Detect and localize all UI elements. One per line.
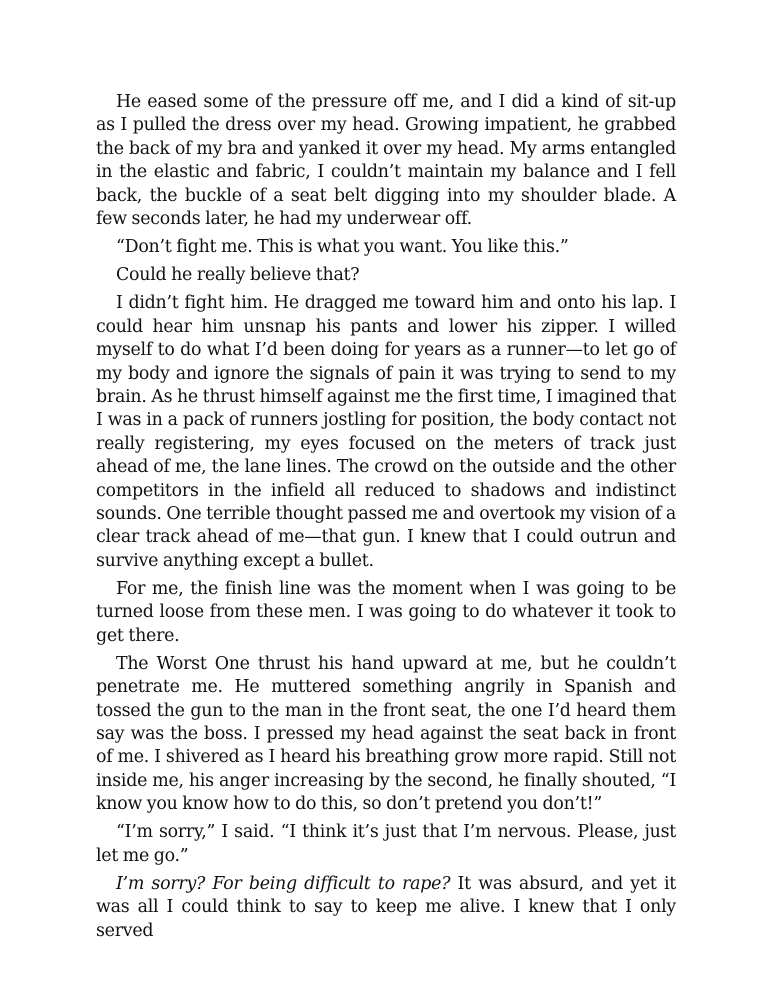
paragraph: “Don’t fight me. This is what you want. You like this.”	[116, 237, 569, 258]
page-body	[96, 91, 676, 948]
paragraph: For me, the finish line was the moment when I was going to be turned loose from these men. I was going to do whatever it took to get there.	[96, 578, 676, 646]
paragraph: He eased some of the pressure off me, and I did a kind of sit-up as I pulled the dress over my head. Growing impatient, he grabbed the back of my bra and yanked it over my head. My arms entangled in the elastic and fabric, I couldn’t maintain my balance and I fell back, the buckle of a seat belt digging into my shoulder blade. A few seconds later, he had my underwear off.	[96, 92, 676, 230]
paragraph	[96, 873, 676, 943]
paragraph: “I’m sorry,” I said. “I think it’s just that I’m nervous. Please, just let me go.”	[96, 822, 676, 866]
paragraph: The Worst One thrust his hand upward at me, but he couldn’t penetrate me. He muttered something angrily in Spanish and tossed the gun to the man in the front seat, the one I’d heard them say was the boss. I pressed my head against the seat back in front of me. I shivered as I heard his breathing grow more rapid. Still not inside me, his anger increasing by the second, he finally shouted, “I know you know how to do this, so don’t pretend you don’t!”	[96, 653, 676, 815]
italic-text: I’m sorry? For being difficult to rape?	[116, 873, 451, 894]
paragraph-text: It was absurd, and yet it was all I could think to say to keep me alive. I knew that I only served	[96, 873, 676, 941]
paragraph: Could he really believe that?	[116, 265, 360, 286]
paragraph: I didn’t fight him. He dragged me toward him and onto his lap. I could hear him unsnap his pants and lower his zipper. I willed myself to do what I’d been doing for years as a runner—to let go of my body and ignore the signals of pain it was trying to send to my brain. As he thrust himself against me the first time, I imagined that I was in a pack of runners jostling for position, the body contact not really registering, my eyes focused on the meters of track just ahead of me, the lane lines. The crowd on the outside and the other competitors in the infield all reduced to shadows and indistinct sounds. One terrible thought passed me and overtook my vision of a clear track ahead of me—that gun. I knew that I could outrun and survive anything except a bullet.	[96, 293, 676, 571]
